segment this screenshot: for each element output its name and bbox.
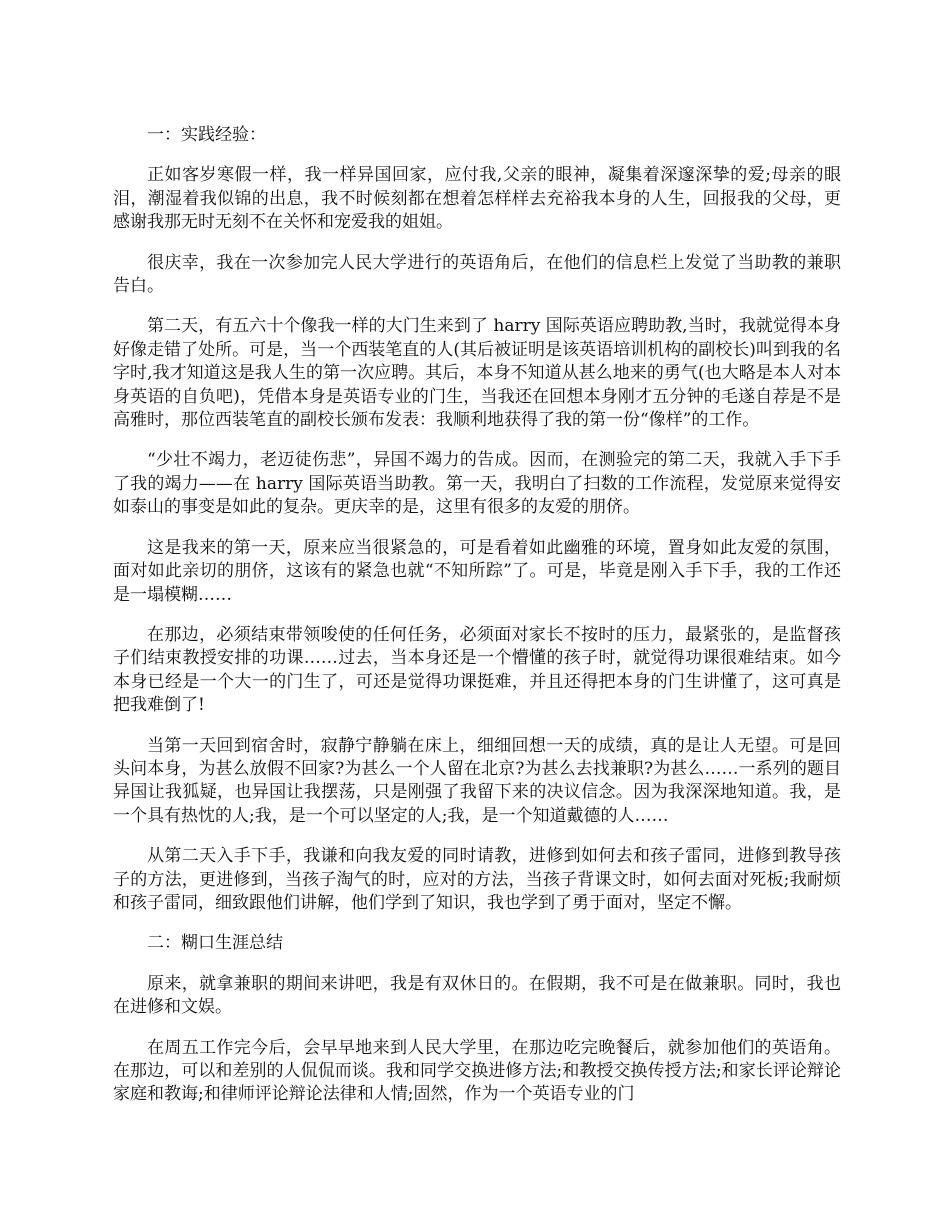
- paragraph: 第二天，有五六十个像我一样的大门生来到了 harry 国际英语应聘助教,当时，我就觉得本身好像走错了处所。可是，当一个西装笔直的人(其后被证明是该英语培训机构的副校长)叫到我的名字时,我才知道这是我人生的第一次应聘。其后，本身不知道从甚么地来的勇气(也大略是本人对本身英语的自负吧)，凭借本身是英语专业的门生，当我还在回想本身刚才五分钟的毛遂自荐是不是高雅时，那位西装笔直的副校长颁布发表：我顺利地获得了我的第一份“像样”的工作。: [113, 316, 841, 431]
- section-heading-practice: 一：实践经验：: [147, 125, 266, 145]
- paragraph: 在周五工作完今后，会早早地来到人民大学里，在那边吃完晚餐后，就参加他们的英语角。在那边，可以和差别的人侃侃而谈。我和同学交换进修方法;和教授交换传授方法;和家长评论辩论家庭和教诲;和律师评论辩论法律和人情;固然，作为一个英语专业的门: [113, 1037, 841, 1105]
- paragraph: 当第一天回到宿舍时，寂静宁静躺在床上，细细回想一天的成绩，真的是让人无望。可是回头问本身，为甚么放假不回家?为甚么一个人留在北京?为甚么去找兼职?为甚么……一系列的题目异国让我狐疑，也异国让我摆荡，只是刚强了我留下来的决议信念。因为我深深地知道。我，是一个具有热忱的人;我，是一个可以坚定的人;我，是一个知道戴德的人……: [113, 735, 841, 826]
- paragraph: 原来，就拿兼职的期间来讲吧，我是有双休日的。在假期，我不可是在做兼职。同时，我也在进修和文娱。: [113, 973, 841, 1018]
- document-page: [113, 124, 841, 1124]
- paragraph: 从第二天入手下手，我谦和向我友爱的同时请教，进修到如何去和孩子雷同，进修到教导孩子的方法，更进修到，当孩子淘气的时，应对的方法，当孩子背课文时，如何去面对死板;我耐烦和孩子雷同，细致跟他们讲解，他们学到了知识，我也学到了勇于面对，坚定不懈。: [113, 846, 841, 913]
- paragraph: 很庆幸，我在一次参加完人民大学进行的英语角后，在他们的信息栏上发觉了当助教的兼职告白。: [113, 252, 841, 297]
- paragraph: “少壮不竭力，老迈徒伤悲”，异国不竭力的告成。因而，在测验完的第二天，我就入手下手了我的竭力——在 harry 国际英语当助教。第一天，我明白了扫数的工作流程，发觉原来觉得安如泰山的事变是如此的复杂。更庆幸的是，这里有很多的友爱的朋侪。: [113, 450, 841, 518]
- paragraph: 这是我来的第一天，原来应当很紧急的，可是看着如此幽雅的环境，置身如此友爱的氛围，面对如此亲切的朋侪，这该有的紧急也就“不知所踪”了。可是，毕竟是刚入手下手，我的工作还是一塌模糊……: [113, 537, 841, 605]
- paragraph: 正如客岁寒假一样，我一样异国回家，应付我,父亲的眼神，凝集着深邃深挚的爱;母亲的眼泪，潮湿着我似锦的出息，我不时候刻都在想着怎样样去充裕我本身的人生，回报我的父母，更感谢我那无时无刻不在关怀和宠爱我的姐姐。: [113, 165, 841, 233]
- section-heading-summary: 二：糊口生涯总结: [147, 933, 283, 954]
- paragraph: 在那边，必须结束带领唆使的任何任务，必须面对家长不按时的压力，最紧张的，是监督孩子们结束教授安排的功课……过去，当本身还是一个懵懂的孩子时，就觉得功课很难结束。如今本身已经是一个大一的门生了，可还是觉得功课挺难，并且还得把本身的门生讲懂了，这可真是把我难倒了!: [113, 624, 841, 716]
